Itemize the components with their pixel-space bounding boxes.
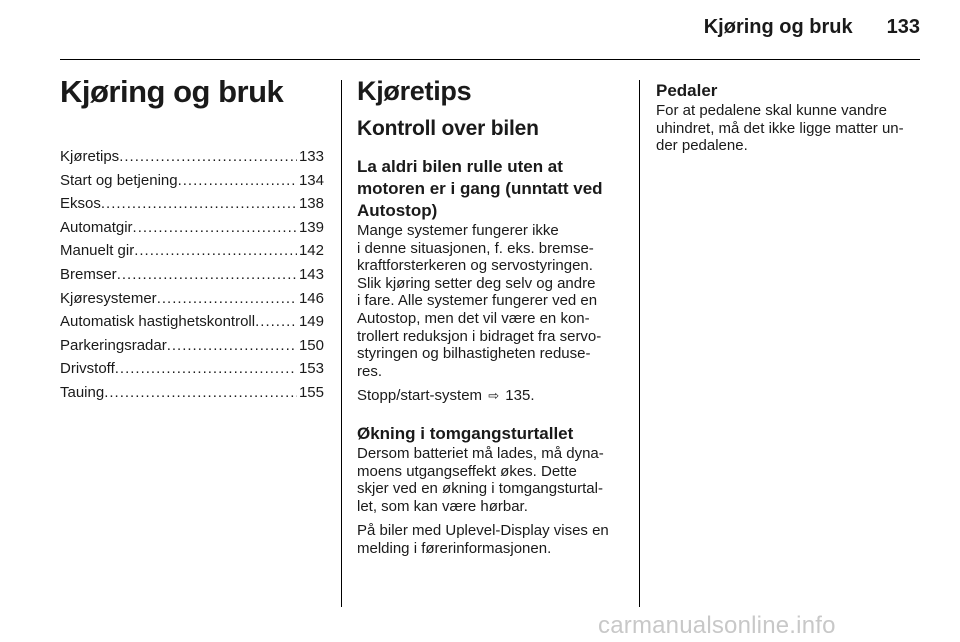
toc-entry[interactable] (60, 357, 324, 381)
toc-entry-label: Eksos (60, 195, 101, 213)
text-line: der pedalene. (656, 137, 748, 155)
arrow-reference-icon: ⇨ (488, 388, 500, 404)
text-line: i denne situasjonen, f. eks. bremse- (357, 239, 594, 257)
paragraph (357, 522, 623, 557)
toc-entry-label: Kjøretips (60, 148, 120, 165)
section-subtitle: Kontroll over bilen (357, 117, 539, 140)
running-header (704, 16, 920, 39)
toc-entry[interactable] (60, 381, 324, 405)
toc-entry-page: 134 (298, 171, 324, 189)
toc-entry-page: 150 (298, 336, 324, 354)
toc-entry-label: Drivstoff (60, 360, 115, 378)
text-line: kraftforsterkeren og servostyringen. (357, 257, 593, 275)
toc-leader (255, 310, 297, 334)
toc-leader (167, 334, 297, 358)
chapter-title: Kjøring og bruk (60, 74, 284, 109)
text-line: Mange systemer fungerer ikke (357, 222, 559, 239)
toc-entry[interactable] (60, 310, 324, 334)
toc-leader (134, 239, 297, 263)
toc-entry[interactable] (60, 263, 324, 287)
toc-entry-page: 149 (298, 313, 324, 331)
toc-entry-label: Start og betjening (60, 171, 178, 189)
text-line: trollert reduksjon i bidraget fra servo- (357, 327, 602, 345)
text-line: res. (357, 362, 383, 380)
paragraph (656, 102, 924, 155)
toc-leader (117, 263, 297, 287)
text-line: skjer ved en økning i tomgangsturtal- (357, 480, 603, 498)
xref-label: Stopp/start-system (357, 387, 483, 405)
text-line: uhindret, må det ikke ligge matter un- (656, 119, 904, 137)
block-heading: Økning i tomgangsturtallet (357, 423, 574, 443)
page-number: 133 (886, 16, 920, 38)
toc-entry-label: Bremser (60, 265, 117, 283)
toc-entry-page: 142 (298, 242, 324, 260)
toc-leader (119, 145, 297, 169)
paragraph (357, 222, 623, 380)
toc-entry-label: Tauing (60, 383, 105, 401)
cross-reference[interactable] (357, 387, 623, 405)
toc-entry[interactable] (60, 216, 324, 240)
toc-entry[interactable] (60, 145, 324, 169)
text-line: melding i førerinformasjonen. (357, 539, 552, 557)
text-line: Autostop, men det vil være en kon- (357, 309, 590, 327)
chapter-toc (60, 74, 324, 405)
toc-entry-page: 143 (298, 265, 324, 283)
toc-leader (104, 381, 297, 405)
toc-leader (178, 169, 297, 193)
content-column-right (656, 80, 924, 155)
toc-entry-page: 155 (298, 383, 324, 401)
section-title: Kjøretips (357, 76, 472, 106)
toc-leader (101, 192, 297, 216)
text-line: styringen og bilhastigheten reduse- (357, 345, 591, 363)
toc-entry-label: Automatgir (60, 218, 133, 236)
toc-entry-label: Kjøresystemer (60, 289, 157, 307)
text-line: i fare. Alle systemer fungerer ved en (357, 292, 598, 310)
toc-entry-page: 146 (298, 289, 324, 307)
toc-entry-page: 133 (298, 148, 324, 165)
xref-page: 135. (505, 387, 535, 405)
content-column-middle (357, 74, 623, 558)
text-line: let, som kan være hørbar. (357, 497, 528, 515)
toc-entry[interactable] (60, 334, 324, 358)
paragraph (357, 445, 623, 515)
column-divider (341, 80, 342, 607)
column-divider (639, 80, 640, 607)
toc-entry[interactable] (60, 287, 324, 311)
toc-leader (157, 287, 297, 311)
toc-entry[interactable] (60, 239, 324, 263)
text-line: Dersom batteriet må lades, må dyna- (357, 444, 604, 462)
toc-entry-page: 139 (298, 218, 324, 236)
watermark: carmanualsonline.info (598, 612, 836, 639)
toc-entry-page: 153 (298, 360, 324, 378)
toc-list (60, 145, 324, 405)
toc-entry-page: 138 (298, 195, 324, 213)
running-header-section: Kjøring og bruk (703, 16, 853, 38)
text-line: På biler med Uplevel-Display vises en (357, 522, 609, 540)
text-line: Slik kjøring setter deg selv og andre (357, 274, 596, 292)
toc-entry[interactable] (60, 192, 324, 216)
toc-entry[interactable] (60, 169, 324, 193)
block-heading: Pedaler (656, 81, 718, 100)
toc-leader (115, 357, 297, 381)
block-heading: La aldri bilen rulle uten at motoren er i gang (unntatt ved Autostop) (357, 157, 603, 220)
toc-leader (133, 216, 297, 240)
toc-entry-label: Automatisk hastighetskontroll (60, 313, 256, 331)
text-line: For at pedalene skal kunne vandre (656, 102, 887, 119)
header-rule (60, 59, 920, 60)
toc-entry-label: Parkeringsradar (60, 336, 167, 354)
text-line: moens utgangseffekt økes. Dette (357, 462, 577, 480)
toc-entry-label: Manuelt gir (60, 242, 135, 260)
